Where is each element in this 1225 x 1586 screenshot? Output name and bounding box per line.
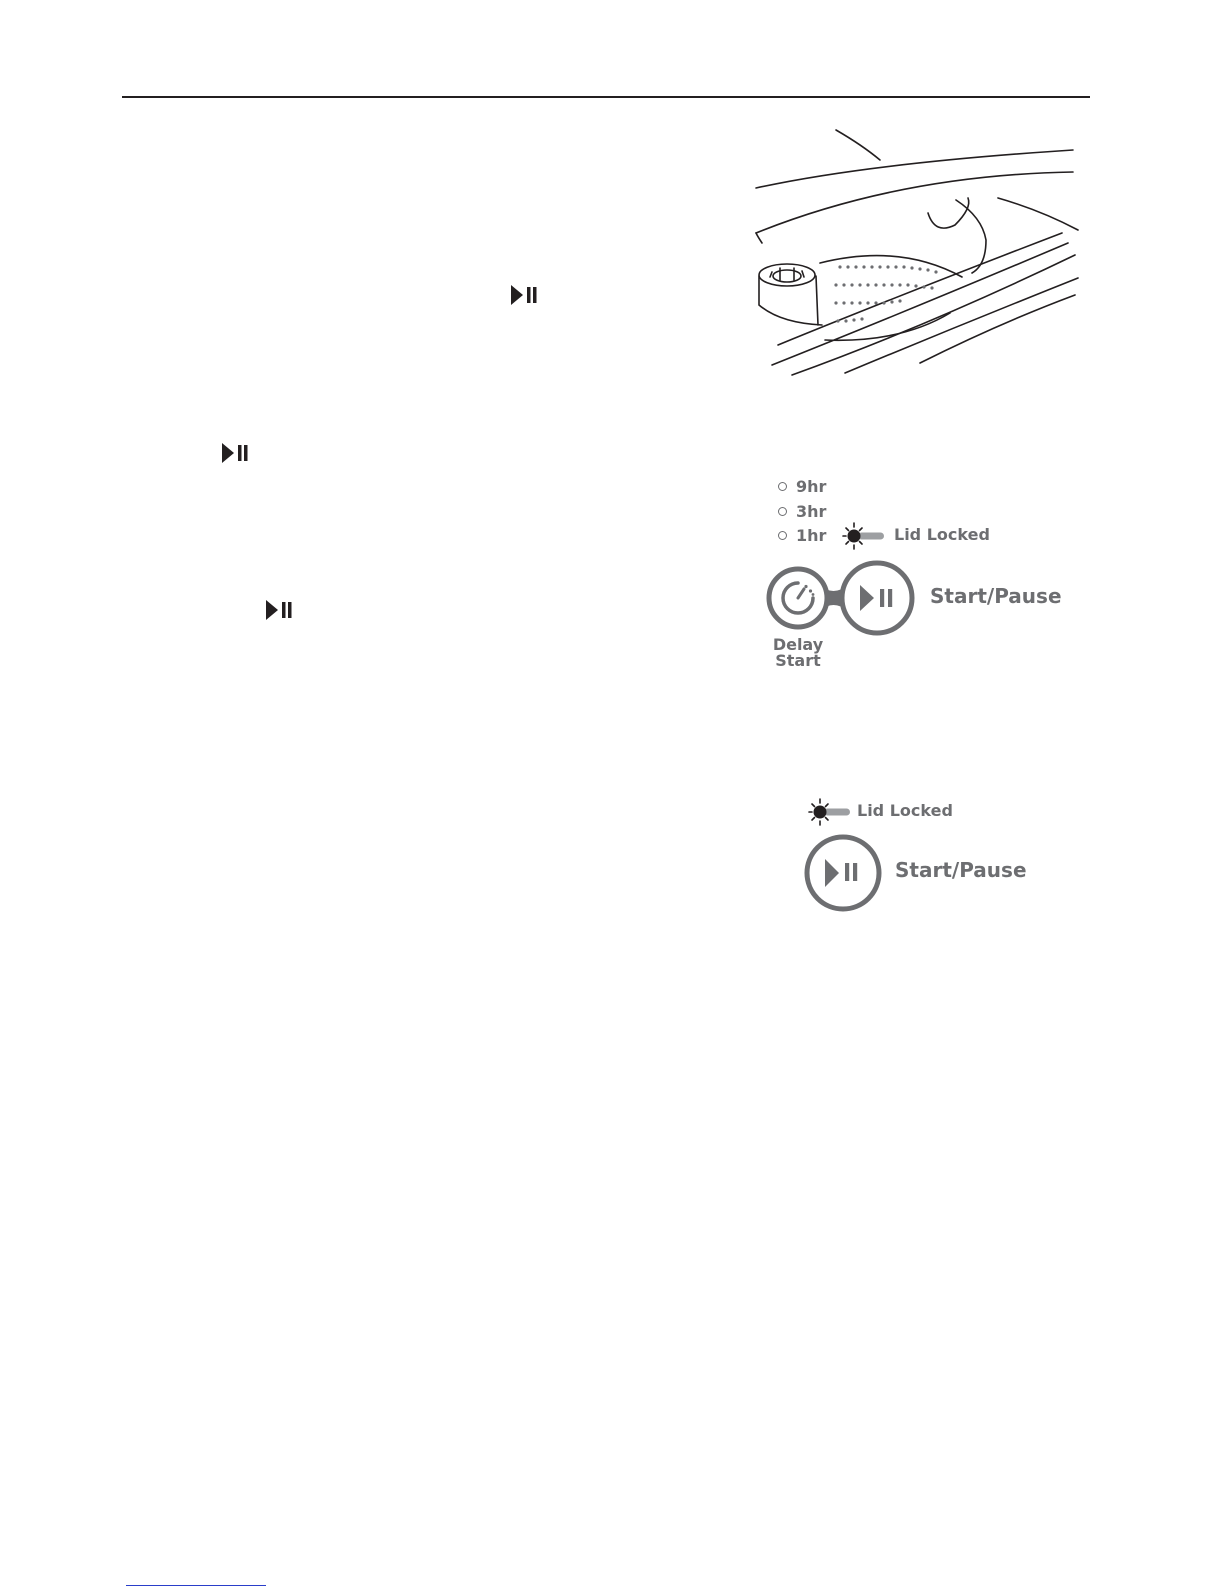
play-pause-icon xyxy=(221,442,249,464)
indicator-light xyxy=(778,531,787,540)
play-pause-icon xyxy=(510,284,538,306)
start-pause-button[interactable] xyxy=(859,584,895,612)
header-rule xyxy=(122,96,1090,98)
washer-tub-illustration xyxy=(750,125,1085,380)
start-pause-label: Start/Pause xyxy=(930,584,1062,608)
start-label-line: Start xyxy=(775,651,821,670)
indicator-light xyxy=(778,482,787,491)
dial-clock-icon[interactable] xyxy=(780,580,816,616)
timer-option-9hr xyxy=(778,477,826,496)
lock-light-icon xyxy=(808,798,852,826)
lid-locked-label: Lid Locked xyxy=(857,801,953,820)
timer-label: 9hr xyxy=(796,477,827,496)
timer-label: 3hr xyxy=(796,502,827,521)
timer-option-1hr xyxy=(778,526,826,545)
play-pause-icon xyxy=(265,599,293,621)
delay-start-label xyxy=(768,637,828,669)
timer-label: 1hr xyxy=(796,526,827,545)
start-pause-button[interactable] xyxy=(802,832,884,914)
delay-label-line: Delay xyxy=(772,635,824,654)
lid-locked-label: Lid Locked xyxy=(894,525,990,544)
timer-option-3hr xyxy=(778,502,826,521)
lock-light-icon xyxy=(842,522,886,550)
indicator-light xyxy=(778,507,787,516)
start-pause-label: Start/Pause xyxy=(895,858,1027,882)
